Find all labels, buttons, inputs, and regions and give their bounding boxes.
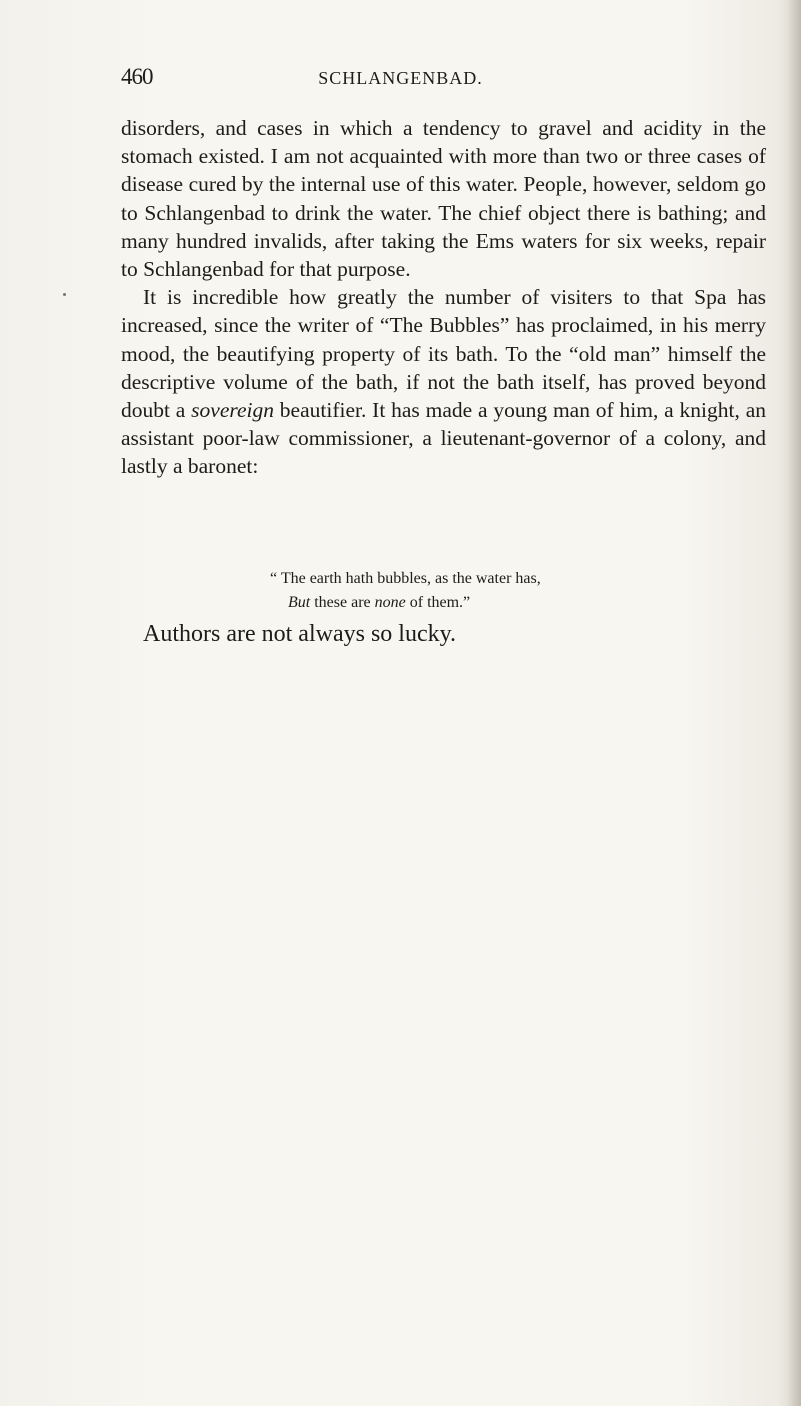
quote-line-2 bbox=[270, 591, 750, 615]
running-head: SCHLANGENBAD. bbox=[318, 68, 483, 88]
italic-sovereign: sovereign bbox=[191, 398, 274, 423]
closing-line: Authors are not always so lucky. bbox=[143, 621, 457, 647]
quote-line-2-end: of them.” bbox=[405, 594, 471, 611]
quote-line-2-none: none bbox=[374, 594, 406, 611]
quote-line-2-but: But bbox=[288, 594, 311, 611]
paragraph-2-end: beautifier. It has made a young man of him, a knight, an assistant poor-law commissioner, a lieutenant-governor of a colony, and lastly a baronet: bbox=[121, 398, 766, 479]
paragraph-2 bbox=[121, 283, 766, 480]
quote-line-1: “ The earth hath bubbles, as the water has, bbox=[270, 570, 541, 587]
body-text bbox=[121, 114, 766, 481]
stray-ink-mark bbox=[63, 293, 66, 296]
quote-line-2-mid: these are bbox=[310, 594, 375, 611]
page-number: 460 bbox=[121, 64, 153, 89]
page-edge-shadow bbox=[787, 0, 801, 1406]
paragraph-1: disorders, and cases in which a tendency to gravel and acidity in the stomach existed. I am not acquainted with more than two or three cases of disease cured by the internal use of this water. People, however, seldom go to Schlangenbad to drink the water. The chief object there is bathing; and many hundred invalids, after taking the Ems waters for six weeks, repair to Schlangenbad for that purpose. bbox=[121, 116, 766, 282]
paragraph-2-start: It is incredible how greatly the number of visiters to that Spa has increased, since the writer of “The Bubbles” has proclaimed, in his merry mood, the beautifying property of its bath. To the “old man” himself the descriptive volume of the bath, if not the bath itself, has proved beyond doubt a bbox=[121, 285, 766, 423]
page-header bbox=[0, 64, 801, 94]
verse-quote bbox=[270, 567, 750, 615]
